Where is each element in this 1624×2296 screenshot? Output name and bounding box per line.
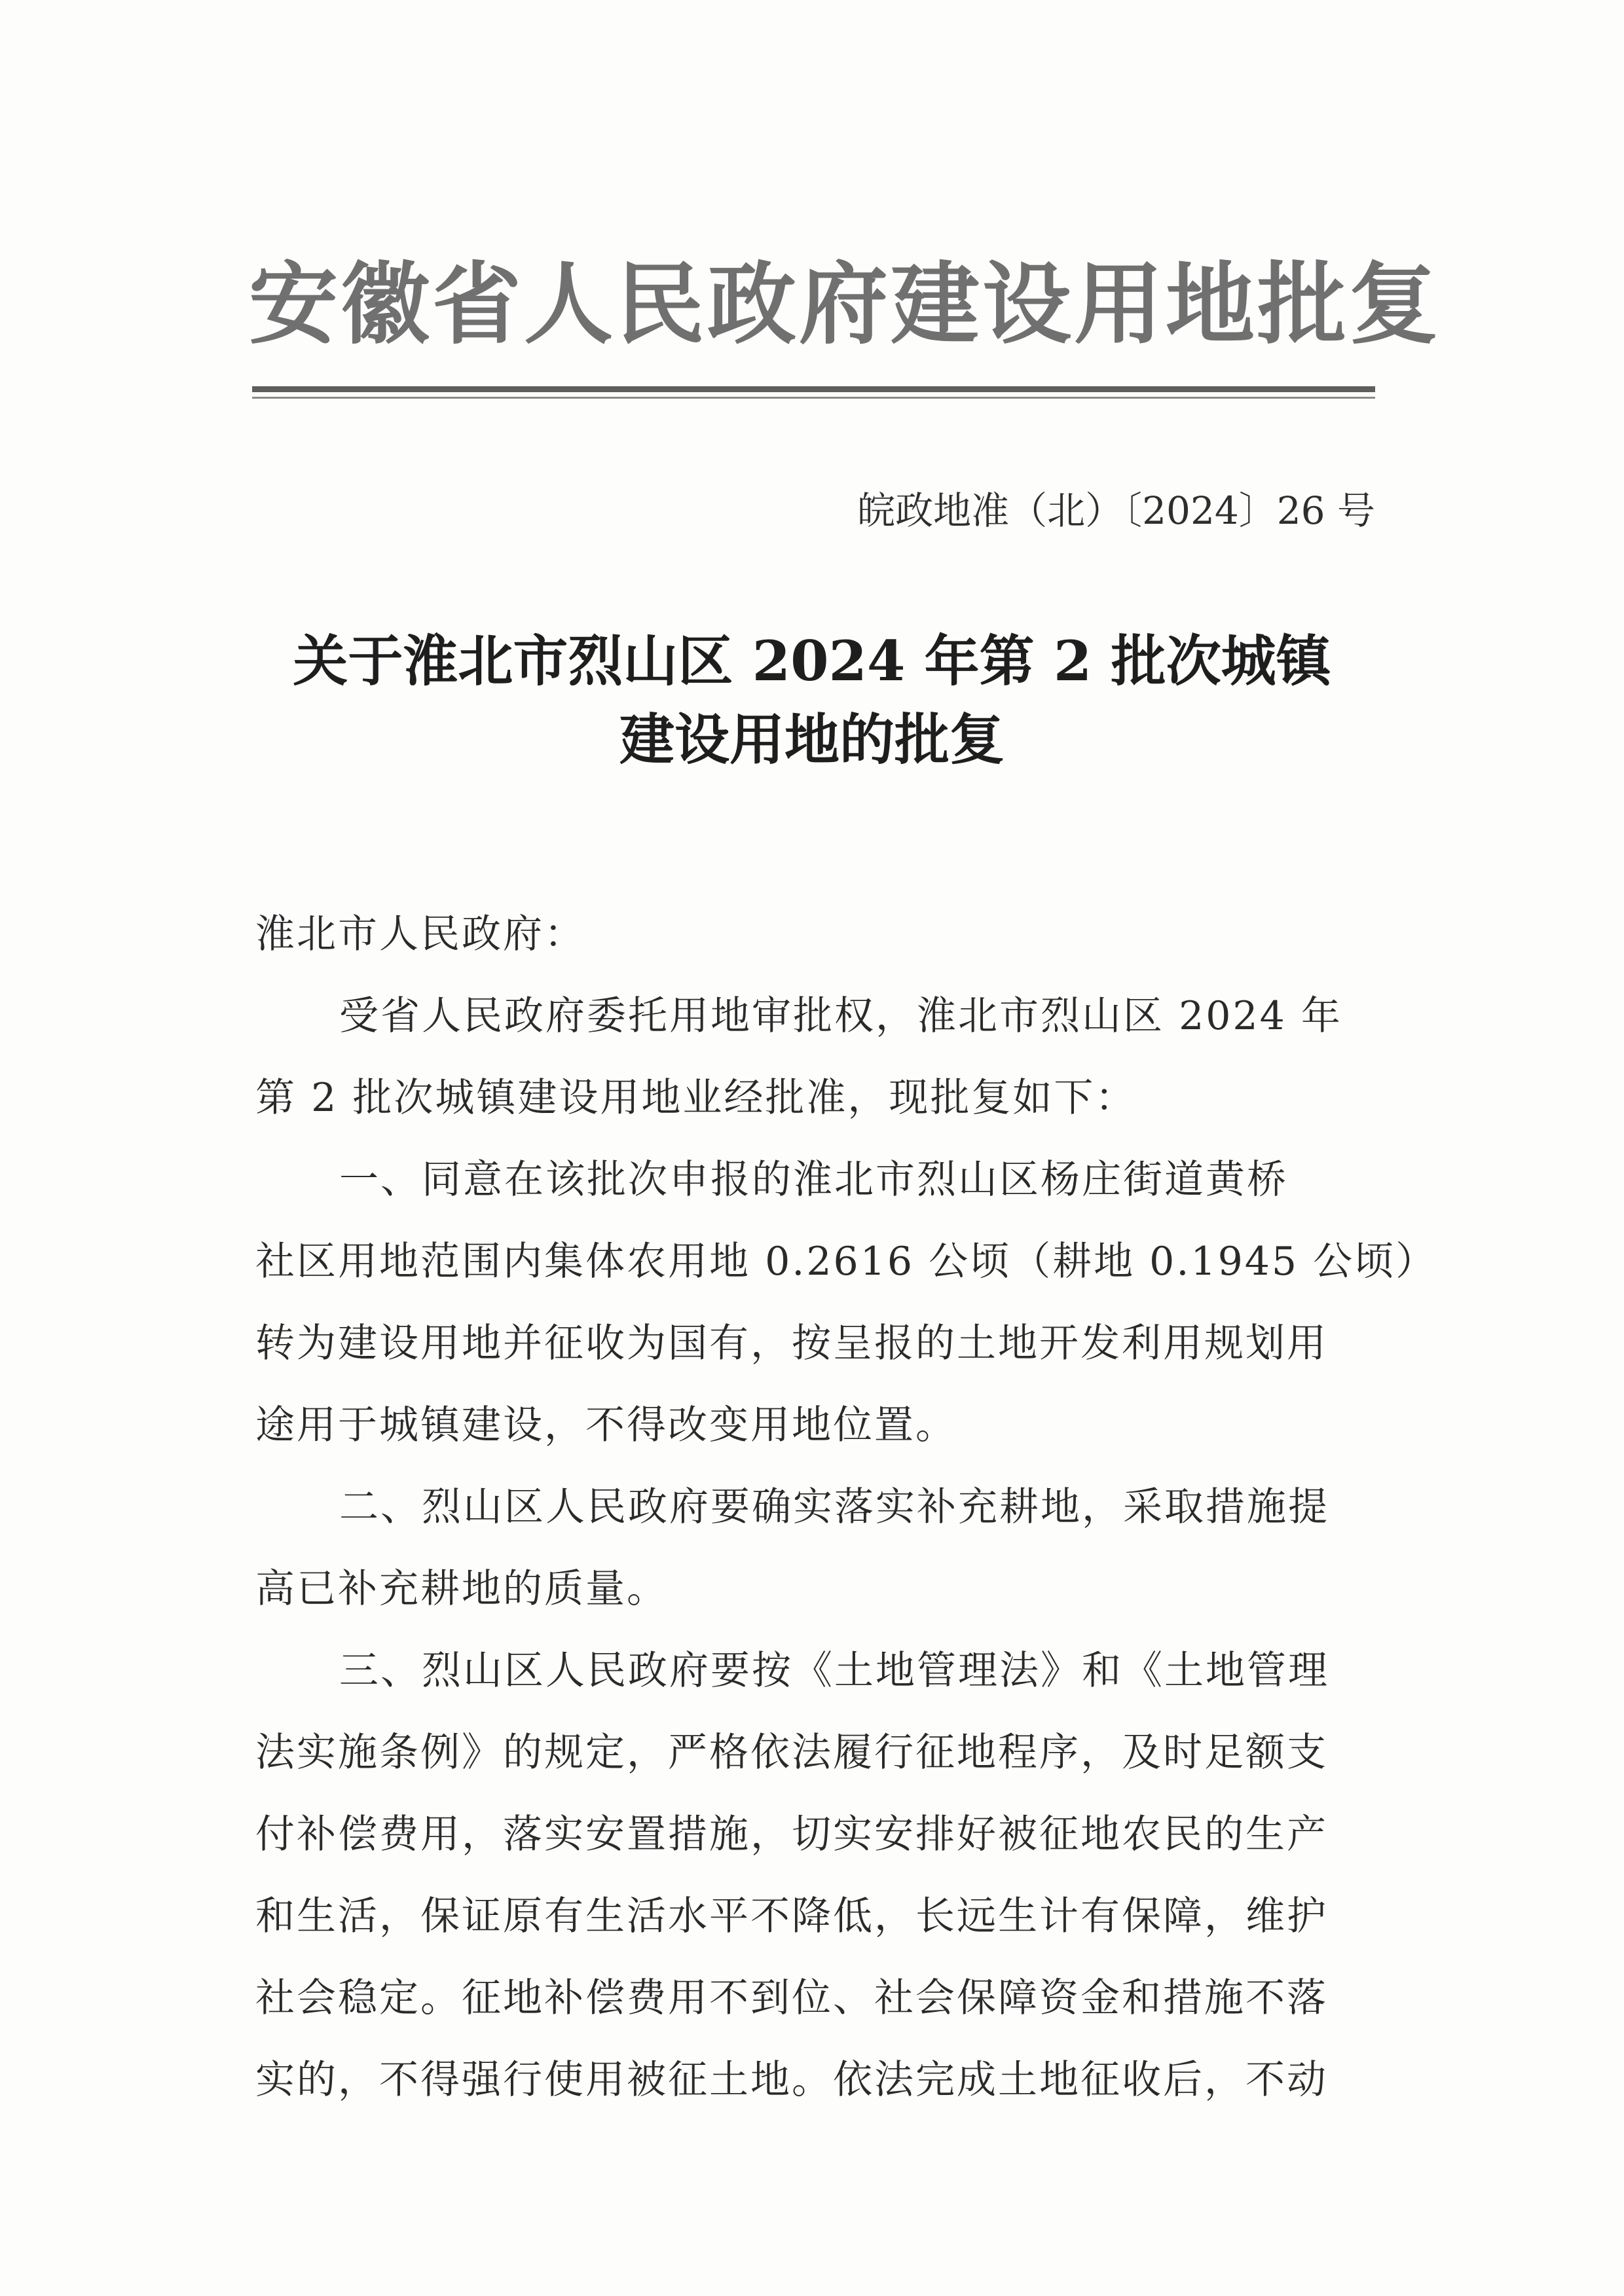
- masthead-rule-thick: [252, 386, 1375, 392]
- document-body: [255, 894, 1437, 2121]
- body-line: 法实施条例》的规定，严格依法履行征地程序，及时足额支: [255, 1730, 1328, 1776]
- masthead-rule-thin: [252, 397, 1375, 399]
- salutation: 淮北市人民政府：: [255, 911, 585, 957]
- body-line: 转为建设用地并征收为国有，按呈报的土地开发利用规划用: [255, 1321, 1328, 1366]
- body-line: 三、烈山区人民政府要按《土地管理法》和《土地管理: [339, 1648, 1329, 1694]
- body-line: 实的，不得强行使用被征土地。依法完成土地征收后，不动: [255, 2057, 1328, 2103]
- body-line: 途用于城镇建设，不得改变用地位置。: [255, 1402, 957, 1448]
- body-line: 二、烈山区人民政府要确实落实补充耕地，采取措施提: [339, 1484, 1329, 1530]
- body-line: 高已补充耕地的质量。: [255, 1566, 668, 1612]
- title-line-1: 关于淮北市烈山区 2024 年第 2 批次城镇: [293, 629, 1331, 693]
- body-line: 社会稳定。征地补偿费用不到位、社会保障资金和措施不落: [255, 1975, 1328, 2021]
- document-title: [249, 622, 1375, 779]
- document-number: 皖政地准（北）〔2024〕26 号: [857, 488, 1375, 533]
- body-line: 第 2 批次城镇建设用地业经批准，现批复如下：: [255, 1075, 1137, 1121]
- body-line: 受省人民政府委托用地审批权，淮北市烈山区 2024 年: [339, 993, 1342, 1039]
- body-line: 一、同意在该批次申报的淮北市烈山区杨庄街道黄桥: [339, 1157, 1288, 1203]
- body-line: 付补偿费用，落实安置措施，切实安排好被征地农民的生产: [255, 1812, 1328, 1857]
- body-line: 和生活，保证原有生活水平不降低，长远生计有保障，维护: [255, 1893, 1328, 1939]
- body-line: 社区用地范围内集体农用地 0.2616 公顷（耕地 0.1945 公顷）: [255, 1239, 1437, 1285]
- title-line-2: 建设用地的批复: [619, 707, 1005, 772]
- masthead-title: 安徽省人民政府建设用地批复: [249, 252, 1441, 357]
